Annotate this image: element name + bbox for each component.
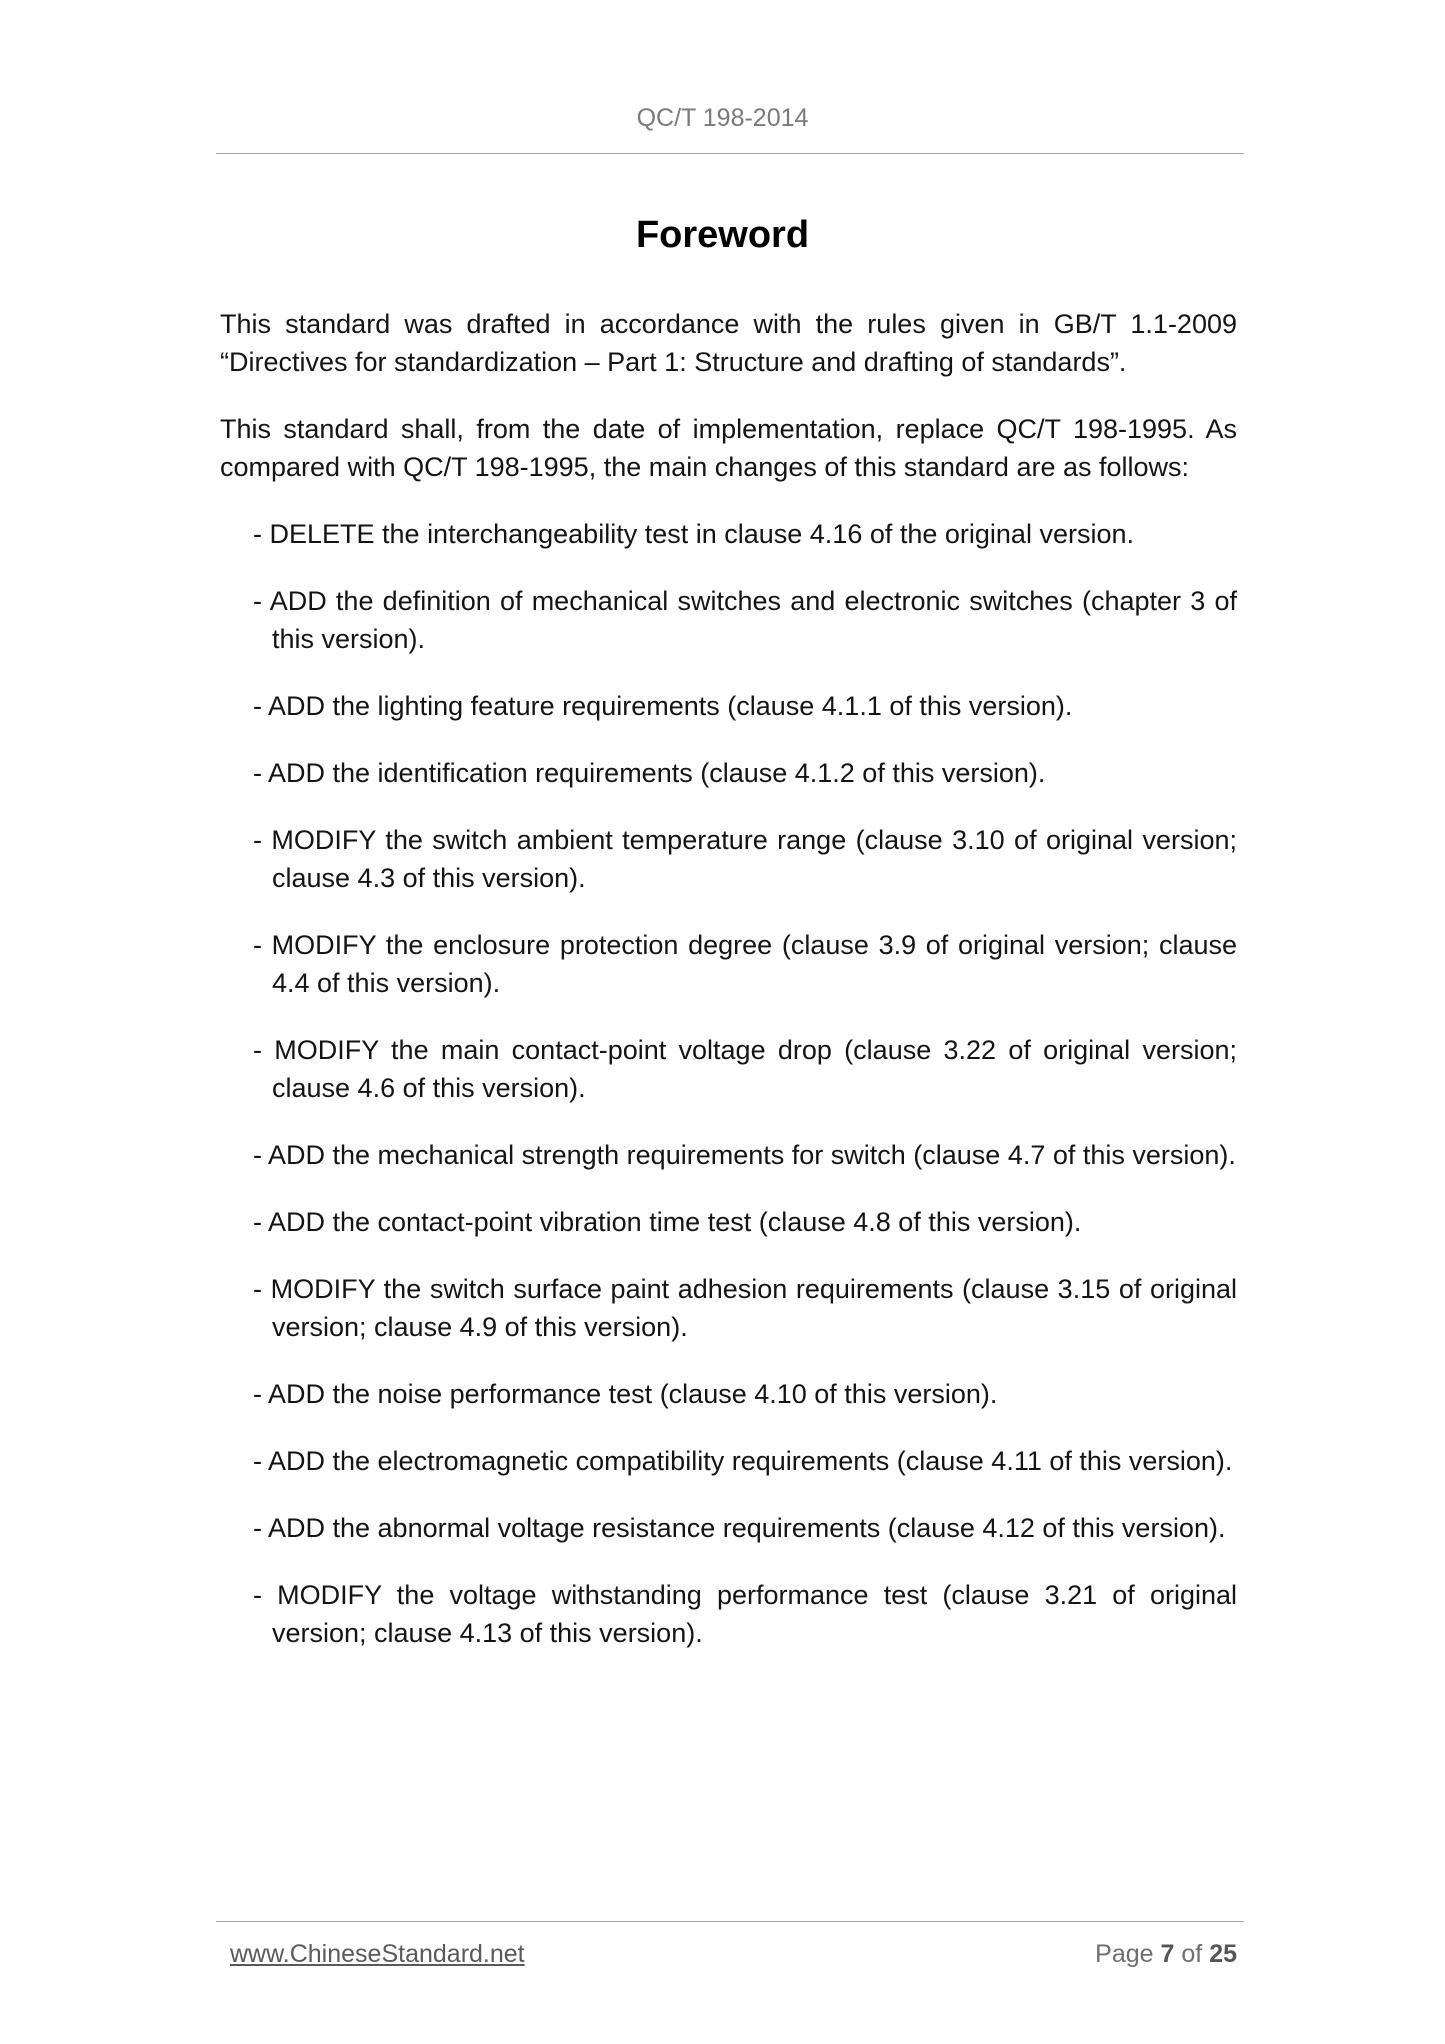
list-item: - MODIFY the switch ambient temperature range (clause 3.10 of original version; clause 4.3 of this version). [253,825,1237,893]
list-item: - MODIFY the main contact-point voltage drop (clause 3.22 of original version; clause 4.6 of this version). [253,1035,1237,1103]
list-item: - ADD the noise performance test (clause 4.10 of this version). [253,1379,998,1409]
list-item: - DELETE the interchangeability test in clause 4.16 of the original version. [253,519,1134,549]
header-divider [216,153,1244,154]
page-title: Foreword [635,214,810,256]
page-current: 7 [1160,1940,1175,1968]
page-of: of [1181,1940,1203,1968]
page-prefix: Page [1095,1940,1154,1968]
header-doc-code: QC/T 198-2014 [636,104,809,132]
list-item: - ADD the lighting feature requirements (clause 4.1.1 of this version). [253,691,1073,721]
changes-list [220,515,1237,1652]
list-item: - ADD the mechanical strength requirements for switch (clause 4.7 of this version). [253,1140,1236,1170]
website-link[interactable]: www.ChineseStandard.net [230,1940,525,1968]
document-body [220,305,1237,1681]
list-item: - ADD the electromagnetic compatibility requirements (clause 4.11 of this version). [253,1446,1233,1476]
page-number [1095,1940,1237,1969]
list-item: - ADD the identification requirements (clause 4.1.2 of this version). [253,758,1046,788]
page-total: 25 [1209,1940,1237,1968]
list-item: - ADD the contact-point vibration time test (clause 4.8 of this version). [253,1207,1082,1237]
paragraph: This standard shall, from the date of implementation, replace QC/T 198-1995. As compared with QC/T 198-1995, the main changes of this standard are as follows: [220,414,1237,482]
list-item: - ADD the definition of mechanical switches and electronic switches (chapter 3 of this version). [253,586,1237,654]
paragraph: This standard was drafted in accordance with the rules given in GB/T 1.1-2009 “Directives for standardization – Part 1: Structure and drafting of standards”. [220,309,1237,377]
list-item: - MODIFY the voltage withstanding performance test (clause 3.21 of original version; clause 4.13 of this version). [253,1580,1237,1648]
list-item: - MODIFY the enclosure protection degree (clause 3.9 of original version; clause 4.4 of this version). [253,930,1237,998]
list-item: - MODIFY the switch surface paint adhesion requirements (clause 3.15 of original version; clause 4.9 of this version). [253,1274,1237,1342]
footer-divider [216,1921,1244,1922]
list-item: - ADD the abnormal voltage resistance requirements (clause 4.12 of this version). [253,1513,1226,1543]
